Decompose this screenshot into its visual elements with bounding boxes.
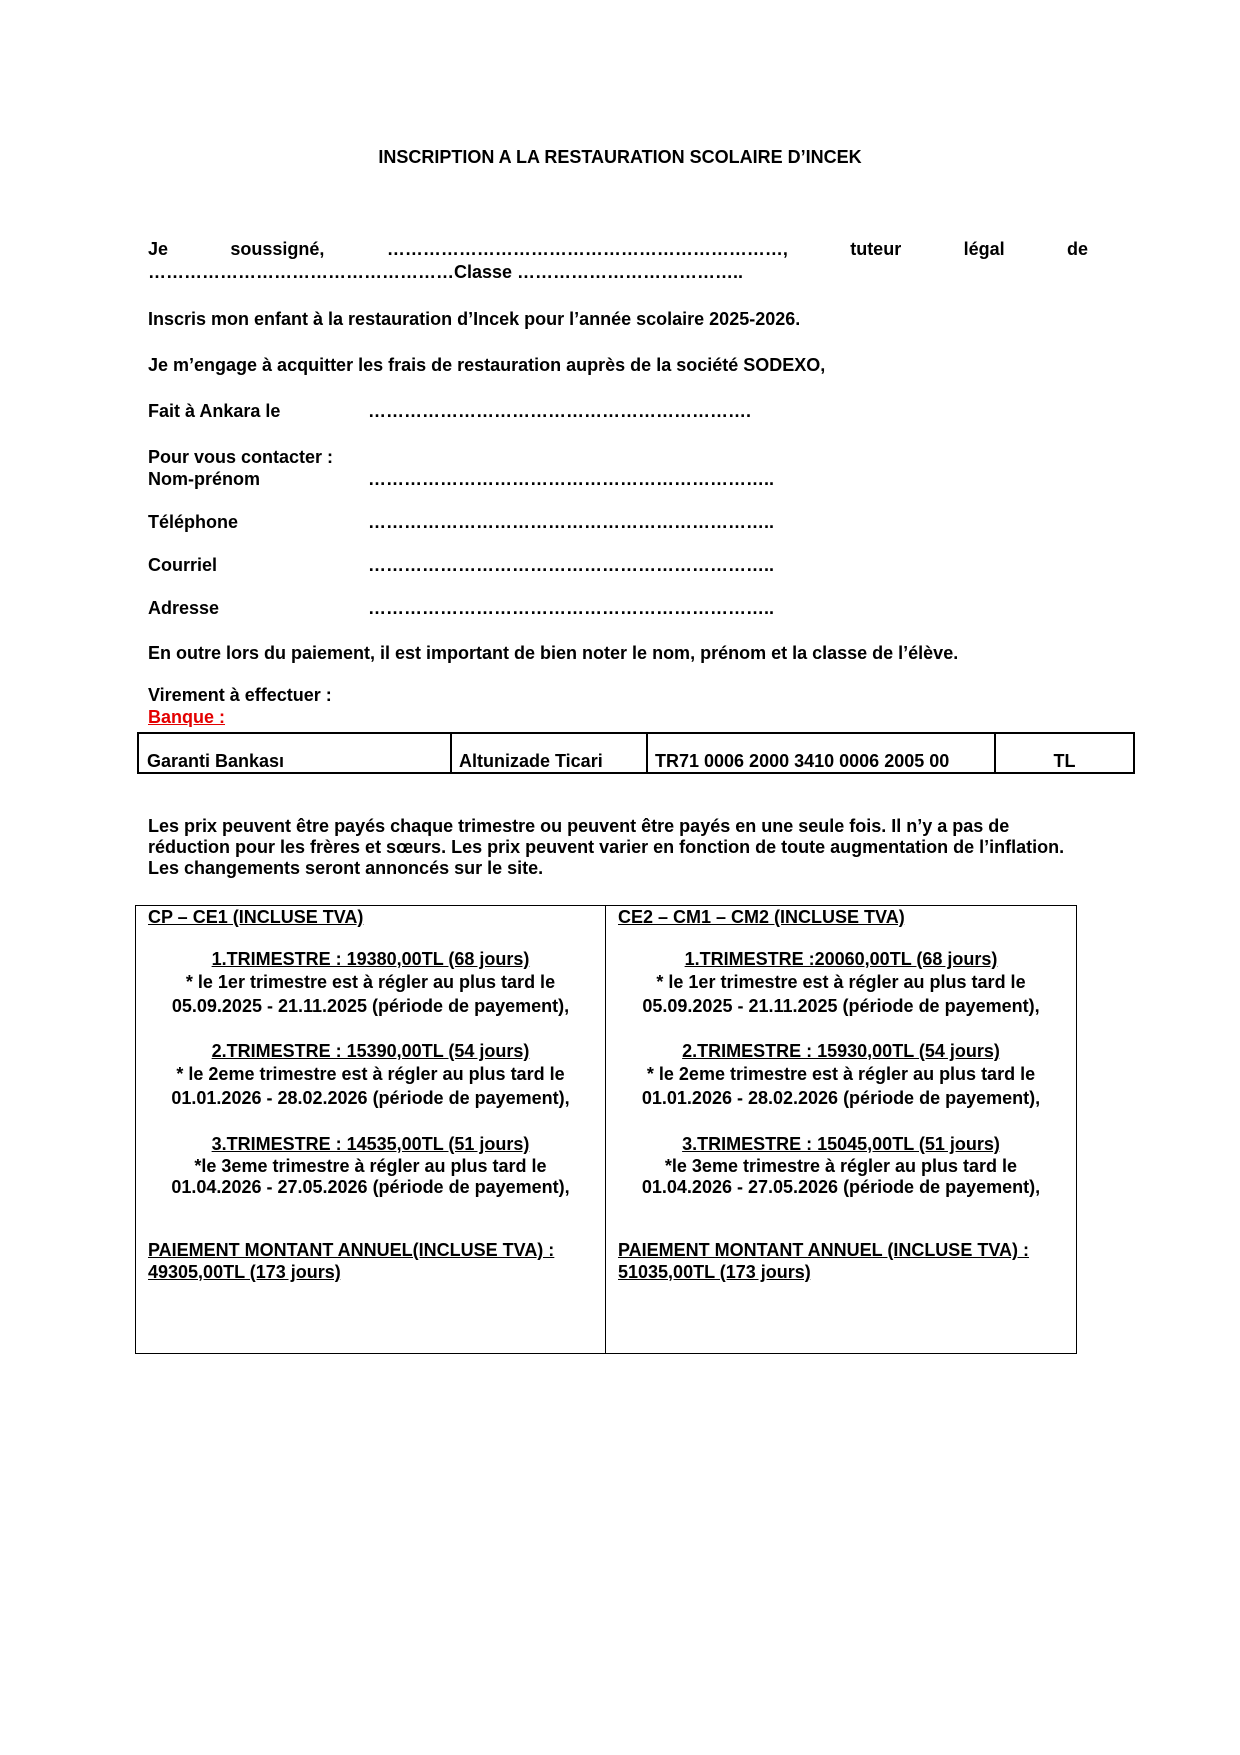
trimestre-3-title: 3.TRIMESTRE : 15045,00TL (51 jours) (682, 1134, 1000, 1154)
column-header: CP – CE1 (INCLUSE TVA) (148, 907, 364, 927)
column-header: CE2 – CM1 – CM2 (INCLUSE TVA) (618, 907, 905, 927)
trimestre-1-line2: 05.09.2025 - 21.11.2025 (période de payement), (642, 996, 1040, 1016)
field-dots-telephone: ………………………………………………………….. (368, 512, 775, 532)
soussigne-word: soussigné, (230, 239, 325, 259)
field-label-courriel: Courriel (148, 555, 218, 575)
trimestre-3-title: 3.TRIMESTRE : 14535,00TL (51 jours) (211, 1134, 530, 1154)
trimestre-1-title: 1.TRIMESTRE : 19380,00TL (68 jours) (211, 949, 530, 969)
fait-dots: ………………………………………………………. (368, 401, 752, 421)
trimestre-3-line1: *le 3eme trimestre à régler au plus tard le (664, 1156, 1018, 1176)
annual-value: 51035,00TL (173 jours) (618, 1262, 811, 1282)
contact-heading: Pour vous contacter : (148, 447, 334, 467)
field-dots-nom: ………………………………………………………….. (368, 469, 775, 489)
fait-label: Fait à Ankara le (148, 401, 281, 421)
bank-cell-branch (452, 734, 648, 772)
de-word: de (1066, 239, 1088, 259)
trimestre-2-line2: 01.01.2026 - 28.02.2026 (période de payement), (641, 1088, 1041, 1108)
bank-currency: TL (1053, 751, 1076, 771)
name-dots: …………………………………………………………, (386, 239, 788, 259)
annual-label: PAIEMENT MONTANT ANNUEL (INCLUSE TVA) : (618, 1240, 1029, 1260)
trimestre-3-line1: *le 3eme trimestre à régler au plus tard le (194, 1156, 547, 1176)
document-title: INSCRIPTION A LA RESTAURATION SCOLAIRE D’INCEK (378, 147, 862, 167)
tuteur-word: tuteur (850, 239, 902, 259)
banque-label: Banque : (148, 707, 226, 727)
bank-name: Garanti Bankası (147, 751, 285, 771)
trimestre-2-title: 2.TRIMESTRE : 15390,00TL (54 jours) (211, 1041, 530, 1061)
bank-details-table (137, 732, 1135, 774)
trimestre-2-line1: * le 2eme trimestre est à régler au plus tard le (646, 1064, 1036, 1084)
soussigne-line (148, 238, 1088, 260)
inscription-statement: Inscris mon enfant à la restauration d’Incek pour l’année scolaire 2025-2026. (148, 309, 801, 329)
legal-word: légal (963, 239, 1005, 259)
price-table (135, 905, 1077, 1354)
field-label-nom: Nom-prénom (148, 469, 260, 489)
bank-iban: TR71 0006 2000 3410 0006 2005 00 (655, 751, 950, 771)
trimestre-1-line1: * le 1er trimestre est à régler au plus tard le (185, 972, 556, 992)
annual-value: 49305,00TL (173 jours) (148, 1262, 341, 1282)
trimestre-2-line1: * le 2eme trimestre est à régler au plus tard le (176, 1064, 565, 1084)
trimestre-2-line2: 01.01.2026 - 28.02.2026 (période de payement), (171, 1088, 570, 1108)
price-column-ce2-cm2 (606, 906, 1076, 1353)
virement-heading: Virement à effectuer : (148, 685, 332, 705)
field-dots-courriel: ………………………………………………………….. (368, 555, 775, 575)
trimestre-1-line1: * le 1er trimestre est à régler au plus tard le (656, 972, 1026, 992)
prices-note: Les prix peuvent être payés chaque trimestre ou peuvent être payés en une seule fois. Il n’y a pas de réduction pour les frères et sœurs. Les prix peuvent varier en fonction de toute augmentation de l’inflation. Les changements seront annoncés sur le site. (148, 816, 1065, 878)
annual-label: PAIEMENT MONTANT ANNUEL(INCLUSE TVA) : (148, 1240, 555, 1260)
bank-branch: Altunizade Ticari (459, 751, 603, 771)
child-class-line: ……………………………………………Classe ……………………………….. (148, 262, 744, 282)
payment-note: En outre lors du paiement, il est important de bien noter le nom, prénom et la classe de l’élève. (148, 643, 959, 663)
trimestre-1-line2: 05.09.2025 - 21.11.2025 (période de payement), (171, 996, 570, 1016)
field-label-telephone: Téléphone (148, 512, 239, 532)
trimestre-3-line2: 01.04.2026 - 27.05.2026 (période de payement), (171, 1177, 570, 1197)
trimestre-3-line2: 01.04.2026 - 27.05.2026 (période de payement), (641, 1177, 1041, 1197)
field-dots-adresse: ………………………………………………………….. (368, 598, 775, 618)
price-column-cp-ce1 (136, 906, 606, 1353)
je-word: Je (148, 239, 169, 259)
engagement-statement: Je m’engage à acquitter les frais de restauration auprès de la société SODEXO, (148, 355, 826, 375)
trimestre-1-title: 1.TRIMESTRE :20060,00TL (68 jours) (684, 949, 998, 969)
bank-cell-iban (648, 734, 996, 772)
field-label-adresse: Adresse (148, 598, 220, 618)
trimestre-2-title: 2.TRIMESTRE : 15930,00TL (54 jours) (682, 1041, 1000, 1061)
bank-cell-bank (139, 734, 452, 772)
bank-cell-currency (996, 734, 1133, 772)
